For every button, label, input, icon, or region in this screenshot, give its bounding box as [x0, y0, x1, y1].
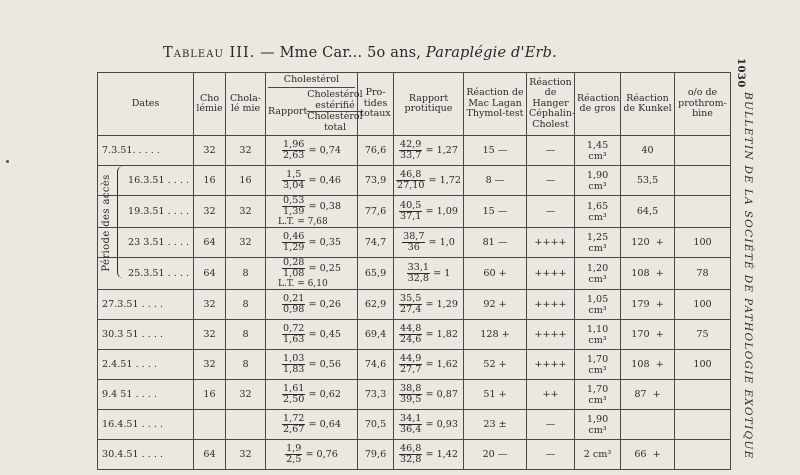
cell-kunkel: [621, 196, 675, 228]
ratio-denominator: 1,39: [283, 206, 305, 217]
cell-prothrombine: [675, 136, 731, 166]
table-row: [98, 258, 731, 290]
cell-rapport-protidique: [394, 196, 464, 228]
cell-kunkel: [621, 258, 675, 290]
header-rapport-protidique: Rapport protitique: [394, 73, 464, 136]
ratio-denominator: 2,5: [286, 454, 302, 465]
cell-hanger: ++++: [527, 258, 575, 290]
cell-hanger: ++++: [527, 290, 575, 320]
kunkel-sign: +: [652, 449, 661, 460]
cell-hanger: ++: [527, 380, 575, 410]
cell-cholesterol-ratio: [266, 410, 358, 440]
cell-date: 30.3 51 . . . .: [98, 320, 194, 350]
cell-protides: 77,6: [358, 196, 394, 228]
header-rapport: Rapport: [268, 105, 308, 117]
header-cholalemie: Chola- lé mie: [226, 73, 266, 136]
cell-date: 19.3.51 . . . .: [98, 196, 194, 228]
cell-protides: 69,4: [358, 320, 394, 350]
cell-cholalemie: 8: [226, 320, 266, 350]
cell-cholesterol-ratio: [266, 136, 358, 166]
ratio-denominator: 2,50: [283, 394, 305, 405]
prot-denominator: 27,7: [400, 364, 422, 375]
cell-hanger: —: [527, 196, 575, 228]
ratio-denominator: 1,63: [283, 334, 305, 345]
kunkel-value: 120: [631, 237, 650, 248]
cell-prothrombine: [675, 440, 731, 470]
cell-rapport-protidique: [394, 380, 464, 410]
kunkel-value: 66: [634, 449, 647, 460]
prot-denominator: 32,8: [400, 454, 422, 465]
cell-cholemie: 32: [194, 136, 226, 166]
ratio-numerator: 1,61: [283, 383, 305, 394]
periode-brace: [117, 166, 126, 278]
header-dates: Dates: [98, 73, 194, 136]
cell-rapport-protidique: [394, 290, 464, 320]
kunkel-value: 179: [631, 299, 650, 310]
periode-text: Période des accès: [101, 174, 112, 272]
caption-patient: — Mme Car... 5o ans,: [255, 45, 426, 61]
header-ratio-denominator: Cholestérol total: [307, 111, 363, 133]
prot-numerator: 34,1: [400, 413, 422, 424]
ratio-numerator: 0,72: [283, 323, 305, 334]
margin-speck: [6, 160, 9, 163]
cell-gros: 2 cm³: [575, 440, 621, 470]
prot-numerator: 33,1: [407, 262, 430, 273]
lt-value: L.T. = 7,68: [278, 217, 328, 227]
cell-maclagan: 52 +: [464, 350, 527, 380]
cell-maclagan: 92 +: [464, 290, 527, 320]
prot-value: = 1,82: [425, 329, 458, 340]
cell-date: 16.3.51 . . . .: [98, 166, 194, 196]
prot-value: = 1,27: [425, 145, 458, 156]
prot-value: = 1,0: [428, 237, 455, 248]
ratio-denominator: 3,04: [283, 180, 305, 191]
ratio-value: = 0,64: [308, 419, 341, 430]
cell-hanger: ++++: [527, 350, 575, 380]
cell-prothrombine: 75: [675, 320, 731, 350]
prot-numerator: 40,5: [400, 200, 422, 211]
lt-value: L.T. = 6,10: [278, 279, 328, 289]
header-maclagan: Réaction de Mac Lagan Thymol-test: [464, 73, 527, 136]
cell-kunkel: [621, 380, 675, 410]
ratio-denominator: 1,29: [283, 242, 305, 253]
cell-kunkel: [621, 166, 675, 196]
cell-prothrombine: [675, 410, 731, 440]
cell-maclagan: 128 +: [464, 320, 527, 350]
header-gros: Réaction de gros: [575, 73, 621, 136]
cell-cholalemie: 8: [226, 258, 266, 290]
cell-protides: 70,5: [358, 410, 394, 440]
cell-rapport-protidique: [394, 350, 464, 380]
table-row: [98, 410, 731, 440]
periode-label: [101, 168, 117, 278]
cell-cholesterol-ratio: [266, 228, 358, 258]
cell-protides: 74,6: [358, 350, 394, 380]
cell-protides: 62,9: [358, 290, 394, 320]
prot-numerator: 38,7: [403, 231, 425, 242]
cell-kunkel: [621, 350, 675, 380]
ratio-value: = 0,26: [308, 299, 341, 310]
cell-gros: 1,70 cm³: [575, 380, 621, 410]
cell-date: 23 3.51 . . . .: [98, 228, 194, 258]
cell-maclagan: 8 —: [464, 166, 527, 196]
header-prothrombine: o/o de prothrom- bine: [675, 73, 731, 136]
cell-cholemie: 16: [194, 166, 226, 196]
cell-cholalemie: [226, 410, 266, 440]
prot-denominator: 36: [407, 242, 420, 253]
kunkel-sign: +: [655, 299, 664, 310]
cell-prothrombine: [675, 166, 731, 196]
cell-kunkel: [621, 410, 675, 440]
cell-kunkel: [621, 290, 675, 320]
table-row: [98, 166, 731, 196]
kunkel-sign: +: [655, 237, 664, 248]
kunkel-value: 87: [634, 389, 647, 400]
kunkel-sign: +: [655, 329, 664, 340]
header-cholesterol-title: Cholestérol: [268, 75, 355, 89]
ratio-numerator: 1,96: [283, 139, 305, 150]
table-row: [98, 320, 731, 350]
cell-kunkel: [621, 440, 675, 470]
kunkel-value: 53,5: [636, 175, 659, 186]
prot-value: = 1,29: [425, 299, 458, 310]
cell-cholemie: 16: [194, 380, 226, 410]
table-row: [98, 380, 731, 410]
ratio-value: = 0,74: [308, 145, 341, 156]
prot-value: = 1: [433, 268, 451, 279]
journal-title: BULLETIN DE LA SOCIÉTÉ DE PATHOLOGIE EXOTIQUE: [742, 92, 754, 460]
ratio-numerator: 0,53: [283, 195, 305, 206]
table-row: [98, 290, 731, 320]
page-number: 1030: [735, 58, 746, 88]
ratio-value: = 0,38: [308, 201, 341, 212]
ratio-numerator: 1,72: [283, 413, 305, 424]
cell-gros: 1,70 cm³: [575, 350, 621, 380]
cell-protides: 73,9: [358, 166, 394, 196]
cell-date: 27.3.51 . . . .: [98, 290, 194, 320]
cell-maclagan: 20 —: [464, 440, 527, 470]
ratio-numerator: 1,5: [282, 170, 305, 181]
cell-cholalemie: 32: [226, 380, 266, 410]
cell-gros: 1,05 cm³: [575, 290, 621, 320]
prot-denominator: 37,1: [400, 211, 422, 222]
cell-hanger: —: [527, 166, 575, 196]
cell-hanger: ++++: [527, 228, 575, 258]
cell-kunkel: [621, 228, 675, 258]
table-row: [98, 136, 731, 166]
ratio-value: = 0,76: [305, 449, 338, 460]
cell-protides: 79,6: [358, 440, 394, 470]
cell-cholalemie: 32: [226, 440, 266, 470]
cell-cholemie: 64: [194, 228, 226, 258]
cell-date: 25.3.51 . . . .: [98, 258, 194, 290]
cell-cholemie: [194, 410, 226, 440]
cell-cholesterol-ratio: [266, 380, 358, 410]
prot-numerator: 38,8: [400, 383, 422, 394]
prot-denominator: 36,4: [400, 424, 422, 435]
cell-cholesterol-ratio: [266, 258, 358, 290]
cell-prothrombine: [675, 196, 731, 228]
prot-value: = 1,72: [428, 175, 461, 186]
cell-maclagan: 60 +: [464, 258, 527, 290]
cell-gros: 1,90 cm³: [575, 410, 621, 440]
ratio-denominator: 0,98: [283, 304, 305, 315]
header-ratio-numerator: Cholestérol estérifié: [307, 89, 363, 111]
prot-denominator: 33,7: [400, 150, 422, 161]
prot-value: = 1,62: [425, 359, 458, 370]
cell-kunkel: [621, 320, 675, 350]
prot-numerator: 35,5: [400, 293, 422, 304]
cell-date: 30.4.51 . . . .: [98, 440, 194, 470]
cell-cholesterol-ratio: [266, 440, 358, 470]
header-kunkel: Réaction de Kunkel: [621, 73, 675, 136]
header-hanger: Réaction de Hanger Céphalin- Cholest: [527, 73, 575, 136]
cell-date: 7.3.51. . . . .: [98, 136, 194, 166]
prot-denominator: 32,8: [407, 273, 430, 284]
cell-cholemie: 32: [194, 350, 226, 380]
table-caption: [0, 45, 720, 61]
ratio-value: = 0,25: [308, 263, 341, 274]
cell-prothrombine: 100: [675, 228, 731, 258]
cell-maclagan: 23 ±: [464, 410, 527, 440]
cell-cholemie: 64: [194, 440, 226, 470]
ratio-value: = 0,56: [308, 359, 341, 370]
ratio-numerator: 0,21: [283, 293, 305, 304]
cell-maclagan: 81 —: [464, 228, 527, 258]
table-row: [98, 228, 731, 258]
cell-hanger: ++++: [527, 320, 575, 350]
caption-tableau: Tableau III.: [163, 45, 256, 61]
cell-gros: 1,20 cm³: [575, 258, 621, 290]
cell-cholesterol-ratio: [266, 196, 358, 228]
kunkel-sign: +: [655, 359, 664, 370]
kunkel-sign: +: [652, 389, 661, 400]
cell-hanger: —: [527, 440, 575, 470]
cell-cholalemie: 32: [226, 196, 266, 228]
cell-rapport-protidique: [394, 166, 464, 196]
cell-maclagan: 15 —: [464, 136, 527, 166]
cell-prothrombine: 100: [675, 290, 731, 320]
cell-cholemie: 64: [194, 258, 226, 290]
cell-cholesterol-ratio: [266, 290, 358, 320]
cell-hanger: —: [527, 410, 575, 440]
cell-prothrombine: 100: [675, 350, 731, 380]
cell-gros: 1,45 cm³: [575, 136, 621, 166]
prot-value: = 0,93: [425, 419, 458, 430]
cell-date: 9.4 51 . . . .: [98, 380, 194, 410]
prot-numerator: 46,8: [396, 170, 425, 181]
running-head: [740, 92, 768, 472]
cell-protides: 76,6: [358, 136, 394, 166]
cell-prothrombine: 78: [675, 258, 731, 290]
cell-hanger: —: [527, 136, 575, 166]
table-row: [98, 350, 731, 380]
cell-maclagan: 51 +: [464, 380, 527, 410]
prot-numerator: 44,8: [400, 323, 422, 334]
ratio-value: = 0,46: [308, 175, 341, 186]
header-row: [98, 73, 731, 136]
ratio-denominator: 1,08: [283, 268, 305, 279]
table-row: [98, 440, 731, 470]
cell-date: 16.4.51 . . . .: [98, 410, 194, 440]
table-row: [98, 196, 731, 228]
prot-denominator: 27,4: [400, 304, 422, 315]
cell-rapport-protidique: [394, 228, 464, 258]
prot-value: = 1,42: [425, 449, 458, 460]
ratio-value: = 0,35: [308, 237, 341, 248]
ratio-numerator: 0,28: [283, 257, 305, 268]
cell-cholesterol-ratio: [266, 350, 358, 380]
cell-gros: 1,10 cm³: [575, 320, 621, 350]
ratio-denominator: 1,83: [283, 364, 305, 375]
cell-rapport-protidique: [394, 410, 464, 440]
header-cholesterol: [266, 73, 363, 136]
kunkel-value: 108: [631, 359, 650, 370]
ratio-numerator: 1,9: [286, 443, 302, 454]
cell-cholalemie: 16: [226, 166, 266, 196]
cell-maclagan: 15 —: [464, 196, 527, 228]
cell-rapport-protidique: [394, 320, 464, 350]
prot-denominator: 24,6: [400, 334, 422, 345]
kunkel-value: 108: [631, 268, 650, 279]
cell-date: 2.4.51 . . . .: [98, 350, 194, 380]
kunkel-value: 170: [631, 329, 650, 340]
cell-cholalemie: 8: [226, 350, 266, 380]
ratio-denominator: 2,63: [283, 150, 305, 161]
cell-protides: 74,7: [358, 228, 394, 258]
cell-cholesterol-ratio: [266, 166, 358, 196]
ratio-numerator: 1,03: [283, 353, 305, 364]
ratio-denominator: 2,67: [283, 424, 305, 435]
cell-gros: 1,65 cm³: [575, 196, 621, 228]
cell-protides: 73,3: [358, 380, 394, 410]
cell-cholemie: 32: [194, 196, 226, 228]
cell-cholalemie: 32: [226, 136, 266, 166]
cell-cholesterol-ratio: [266, 320, 358, 350]
ratio-value: = 0,62: [308, 389, 341, 400]
cell-cholalemie: 8: [226, 290, 266, 320]
prot-value: = 0,87: [425, 389, 458, 400]
ratio-value: = 0,45: [308, 329, 341, 340]
kunkel-value: 64,5: [636, 206, 659, 217]
caption-diagnosis: Paraplégie d'Erb.: [425, 45, 557, 61]
prot-denominator: 39,5: [400, 394, 422, 405]
kunkel-value: 40: [641, 145, 654, 156]
cell-rapport-protidique: [394, 136, 464, 166]
kunkel-sign: +: [655, 268, 664, 279]
cell-protides: 65,9: [358, 258, 394, 290]
cell-rapport-protidique: [394, 258, 464, 290]
ratio-numerator: 0,46: [283, 231, 305, 242]
prot-numerator: 44,9: [400, 353, 422, 364]
cell-kunkel: [621, 136, 675, 166]
prot-numerator: 46,8: [400, 443, 422, 454]
prot-value: = 1,09: [425, 206, 458, 217]
cell-cholemie: 32: [194, 320, 226, 350]
cell-cholalemie: 32: [226, 228, 266, 258]
prot-numerator: 42,9: [400, 139, 422, 150]
header-protides: Pro- tides totaux: [358, 73, 394, 136]
cell-gros: 1,90 cm³: [575, 166, 621, 196]
results-table: [97, 72, 731, 470]
cell-rapport-protidique: [394, 440, 464, 470]
cell-gros: 1,25 cm³: [575, 228, 621, 258]
header-cholemie: Cho lémie: [194, 73, 226, 136]
prot-denominator: 27,10: [397, 180, 425, 191]
cell-prothrombine: [675, 380, 731, 410]
cell-cholemie: 32: [194, 290, 226, 320]
